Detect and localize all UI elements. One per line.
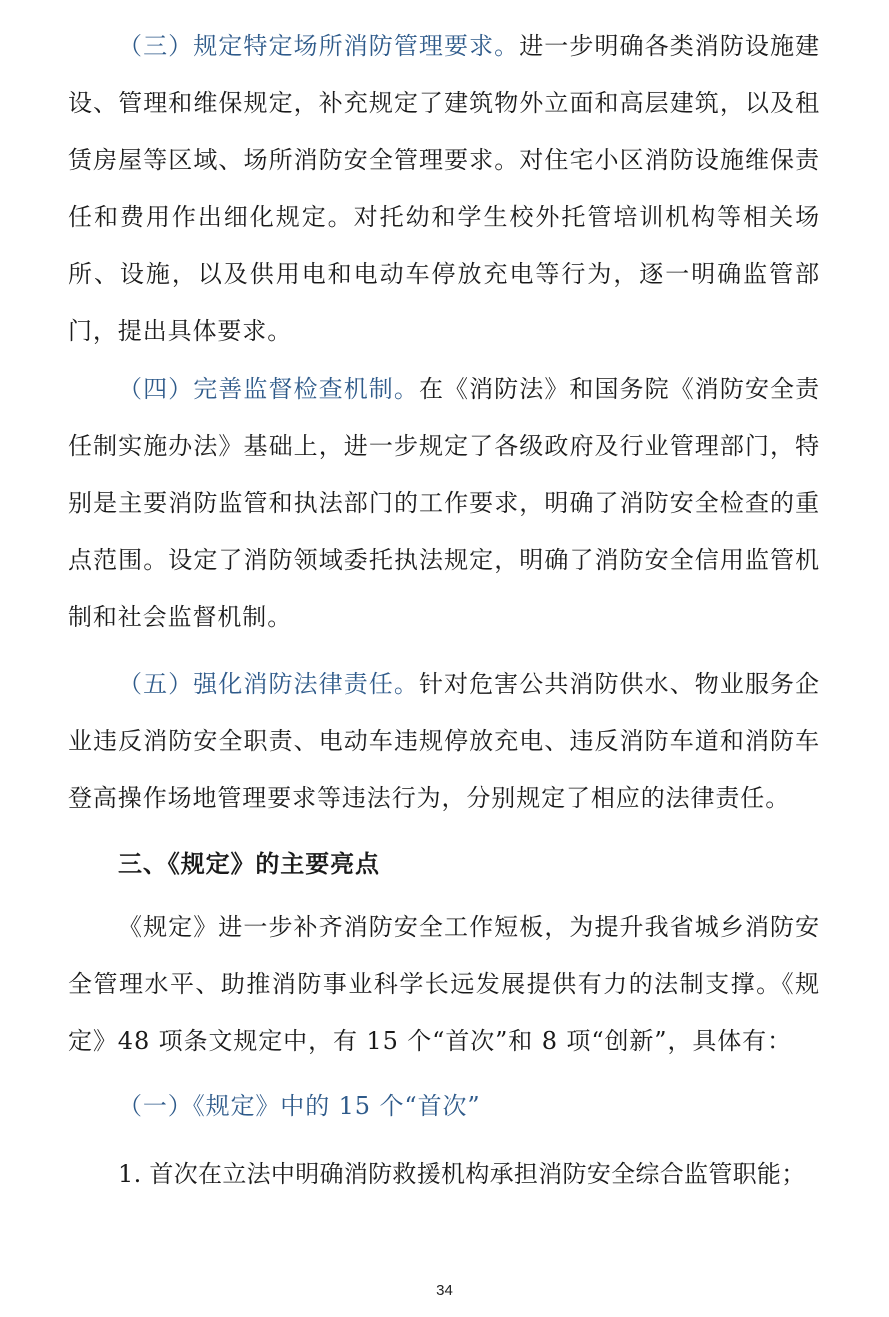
- sub-heading-firsts: （一）《规定》中的 15 个“首次”: [118, 1092, 481, 1120]
- paragraph-highlights-intro: 《规定》进一步补齐消防安全工作短板，为提升我省城乡消防安全管理水平、助推消防事业科学长远发展提供有力的法制支撑。《规定》48 项条文规定中，有 15 个“首次”和 8 项“创新”，具体有：: [68, 913, 820, 1055]
- paragraph-heading-five: （五）强化消防法律责任。: [118, 670, 419, 698]
- paragraph-supervision: [68, 361, 820, 646]
- paragraph-body-four: 在《消防法》和国务院《消防安全责任制实施办法》基础上，进一步规定了各级政府及行业管理部门，特别是主要消防监管和执法部门的工作要求，明确了消防安全检查的重点范围。设定了消防领域委托执法规定，明确了消防安全信用监管机制和社会监督机制。: [68, 375, 820, 631]
- section-title: 三、《规定》的主要亮点: [118, 849, 380, 878]
- paragraph-body-five: 针对危害公共消防供水、物业服务企业违反消防安全职责、电动车违规停放充电、违反消防车道和消防车登高操作场地管理要求等违法行为，分别规定了相应的法律责任。: [68, 670, 820, 812]
- paragraph-heading-four: （四）完善监督检查机制。: [118, 375, 419, 403]
- page-number: 34: [436, 1282, 453, 1299]
- paragraph-body-three: 进一步明确各类消防设施建设、管理和维保规定，补充规定了建筑物外立面和高层建筑，以及租赁房屋等区域、场所消防安全管理要求。对住宅小区消防设施维保责任和费用作出细化规定。对托幼和学生校外托管培训机构等相关场所、设施，以及供用电和电动车停放充电等行为，逐一明确监管部门，提出具体要求。: [68, 32, 820, 345]
- paragraph-legal-liability: [68, 656, 820, 827]
- list-item-first: 1. 首次在立法中明确消防救援机构承担消防安全综合监管职能；: [118, 1160, 806, 1188]
- paragraph-site-management: [68, 18, 820, 360]
- paragraph-heading-three: （三）规定特定场所消防管理要求。: [118, 32, 520, 60]
